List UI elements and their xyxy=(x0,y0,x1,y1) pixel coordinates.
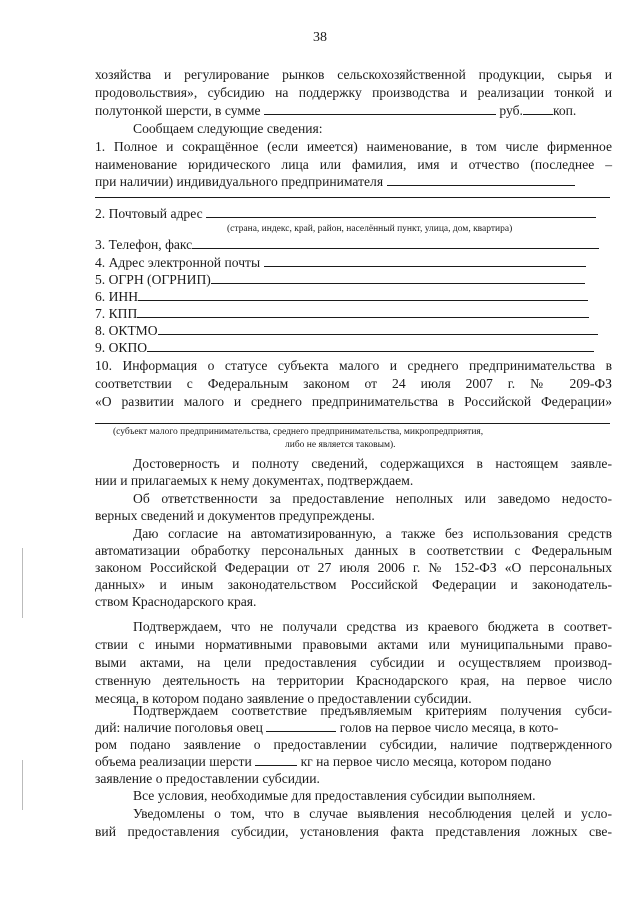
item4-line: 4. Адрес электронной почты xyxy=(95,254,586,271)
intro-line-2: продовольствия», субсидию на поддержку производства и реализации тонкой и xyxy=(95,85,612,100)
sme-status-hint-2: либо не является таковым). xyxy=(285,440,396,450)
sum-rub-field[interactable] xyxy=(264,102,496,115)
item8-line: 8. ОКТМО xyxy=(95,322,598,339)
item7-line: 7. КПП xyxy=(95,305,589,322)
kop-label: коп. xyxy=(552,103,577,118)
p1-line-1: Достоверность и полноту сведений, содержащихся в настоящем заявле- xyxy=(133,456,612,471)
p4-line-3: выми актами, на цели предоставления субсидии и осуществляем производ- xyxy=(95,655,612,670)
p3-line-4: данных» и иным законодательством Российской Федерации и законодатель- xyxy=(95,577,612,592)
p3-line-5: ством Краснодарского края. xyxy=(95,594,257,609)
intro-line-3 xyxy=(95,102,576,119)
p4-line-1: Подтверждаем, что не получали средства из краевого бюджета в соответ- xyxy=(133,619,612,634)
p2-line-1: Об ответственности за предоставление неполных или заведомо недосто- xyxy=(133,491,612,506)
item3-line: 3. Телефон, факс xyxy=(95,236,599,253)
p7-line-2: вий предоставления субсидии, установления факта представления ложных све- xyxy=(95,824,612,839)
scan-artifact xyxy=(22,760,23,810)
item1-line-2: наименование юридического лица или фамилия, имя и отчество (последнее – xyxy=(95,157,612,172)
postal-address-field[interactable] xyxy=(206,205,596,218)
p5-line-1: Подтверждаем соответствие предъявляемым критериям получения субси- xyxy=(133,703,612,718)
lead-text: Сообщаем следующие сведения: xyxy=(133,121,323,136)
item10-line-3: «О развитии малого и среднего предпринимательства в Российской Федерации» xyxy=(95,394,612,409)
inn-field[interactable] xyxy=(138,288,588,301)
okpo-field[interactable] xyxy=(147,339,594,352)
intro-sum-label: полутонкой шерсти, в сумме xyxy=(95,103,261,118)
item9-line: 9. ОКПО xyxy=(95,339,594,356)
p5-line-2: дий: наличие поголовья овец голов на первое число месяца, в кото- xyxy=(95,720,559,735)
name-field[interactable] xyxy=(387,173,575,186)
scan-artifact xyxy=(22,548,23,618)
sme-status-field[interactable] xyxy=(95,423,610,424)
kpp-field[interactable] xyxy=(137,305,589,318)
sme-status-hint-1: (субъект малого предпринимательства, среднего предпринимательства, микропредприятия, xyxy=(113,427,484,437)
email-field[interactable] xyxy=(264,254,586,267)
p3-line-1: Даю согласие на автоматизированную, а также без использования средств xyxy=(133,526,612,541)
item2-line: 2. Почтовый адрес xyxy=(95,205,596,222)
wool-volume-field[interactable] xyxy=(255,753,297,766)
p2-line-2: верных сведений и документов предупреждены. xyxy=(95,508,375,523)
phone-fax-field[interactable] xyxy=(192,236,599,249)
p3-line-3: законом Российской Федерации от 27 июля 2006 г. № 152-ФЗ «О персональных xyxy=(95,560,612,575)
p7-line-1: Уведомлены о том, что в случае выявления несоблюдения целей и усло- xyxy=(133,806,612,821)
p4-line-5: месяца, в котором подано заявление о предоставлении субсидии. xyxy=(95,691,472,706)
oktmo-field[interactable] xyxy=(158,322,598,335)
p4-line-4: ственную деятельность на территории Краснодарского края, на первое число xyxy=(95,673,612,688)
item10-line-1: 10. Информация о статусе субъекта малого и среднего предпринимательства в xyxy=(95,358,612,373)
p5-line-3: ром подано заявление о предоставлении субсидии, наличие подтвержденного xyxy=(95,737,612,752)
ogrn-field[interactable] xyxy=(211,271,585,284)
name-field-line-2[interactable] xyxy=(95,197,610,198)
item5-line: 5. ОГРН (ОГРНИП) xyxy=(95,271,585,288)
p6-line: Все условия, необходимые для предоставления субсидии выполняем. xyxy=(133,788,536,803)
item1-line-1: 1. Полное и сокращённое (если имеется) наименование, в том числе фирменное xyxy=(95,139,612,154)
sheep-count-field[interactable] xyxy=(266,719,336,732)
p3-line-2: автоматизации обработку персональных данных в соответствии с Федеральным xyxy=(95,543,612,558)
item6-line: 6. ИНН xyxy=(95,288,588,305)
p5-line-4: объема реализации шерсти кг на первое число месяца, котором подано xyxy=(95,754,552,769)
page-number: 38 xyxy=(313,30,327,45)
intro-line-1: хозяйства и регулирование рынков сельскохозяйственной продукции, сырья и xyxy=(95,67,612,82)
p5-line-5: заявление о предоставлении субсидии. xyxy=(95,771,320,786)
item10-line-2: соответствии с Федеральным законом от 24 июля 2007 г. № 209-ФЗ xyxy=(95,376,612,391)
p4-line-2: ствии с иными нормативными правовыми актами или муниципальными право- xyxy=(95,637,612,652)
item1-line-3: при наличии) индивидуального предпринимателя xyxy=(95,173,575,190)
rub-label: руб. xyxy=(499,103,523,118)
postal-address-hint: (страна, индекс, край, район, населённый пункт, улица, дом, квартира) xyxy=(227,224,513,234)
p1-line-2: нии и прилагаемых к нему документах, подтверждаем. xyxy=(95,473,414,488)
sum-kop-field[interactable] xyxy=(523,102,553,115)
